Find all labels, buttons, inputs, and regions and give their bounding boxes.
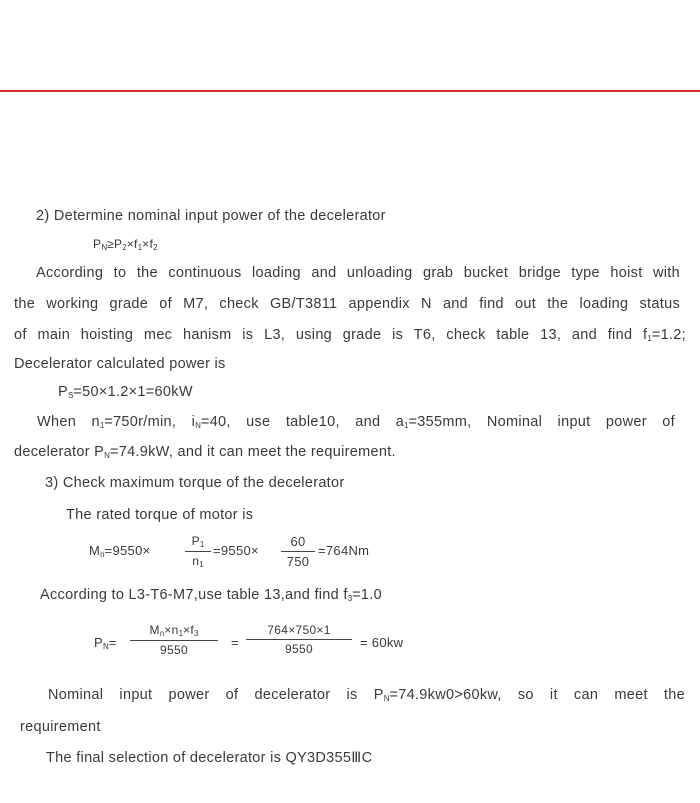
paragraph-line-2: the working grade of M7, check GB/T3811 appendix N and find out the loading status xyxy=(14,296,680,312)
ps-formula: $P_S=50\times 1.2\times 1=60kW$ xyxy=(58,384,193,400)
paragraph-line-3: of main hoisting mec hanism is L3, using grade is T6, check table 13, and find $f_1=1.2$; xyxy=(14,327,686,343)
section-2-heading: 2) Determine nominal input power of the decelerator xyxy=(36,208,386,224)
pn-label: $P_N=$ xyxy=(94,635,117,651)
final-selection-line: The final selection of decelerator is QY3D355ⅢC xyxy=(46,750,373,766)
mn-label: $M_n=9550\times$ xyxy=(89,543,151,559)
decelerator-pn-line: decelerator $P_N=74.9kW$, and it can meet the requirement. xyxy=(14,444,396,460)
pn-result: = 60kw xyxy=(360,635,404,650)
paragraph-line-1: According to the continuous loading and unloading grab bucket bridge type hoist with xyxy=(36,265,680,281)
nominal-line: Nominal input power of decelerator is $P_N=74.9kw0>60kw$, so it can meet the xyxy=(48,687,685,703)
fraction-p1-n1: $\frac{P_1}{n_1}$ xyxy=(185,534,211,569)
according-line: According to L3-T6-M7,use table 13,and find $f_3=1.0$ xyxy=(40,587,382,603)
section-3-heading: 3) Check maximum torque of the decelerator xyxy=(45,475,345,491)
header-rule xyxy=(0,90,700,92)
fraction-mn-n1-f3: $\frac{M_n\times n_1\times f_3}{9550}$ xyxy=(130,623,218,657)
rated-torque-label: The rated torque of motor is xyxy=(66,507,254,523)
mn-result: =764Nm xyxy=(318,543,370,558)
when-line: When $n_1=750r/\min$, $i_N=40$, use table10, and $a_1=355mm$, Nominal input power of xyxy=(37,414,675,430)
requirement-line: requirement xyxy=(20,719,101,735)
mn-middle: =9550× xyxy=(213,543,259,558)
fraction-764-750-1: $\frac{764\times 750\times 1}{9550}$ xyxy=(246,623,352,656)
pn-equals: = xyxy=(231,635,239,650)
fraction-60-750: $\frac{60}{750}$ xyxy=(281,534,315,569)
formula-pn-condition: $P_N\ge P_2\times f_1\times f_2$ xyxy=(93,237,158,252)
paragraph-line-4: Decelerator calculated power is xyxy=(14,356,226,372)
